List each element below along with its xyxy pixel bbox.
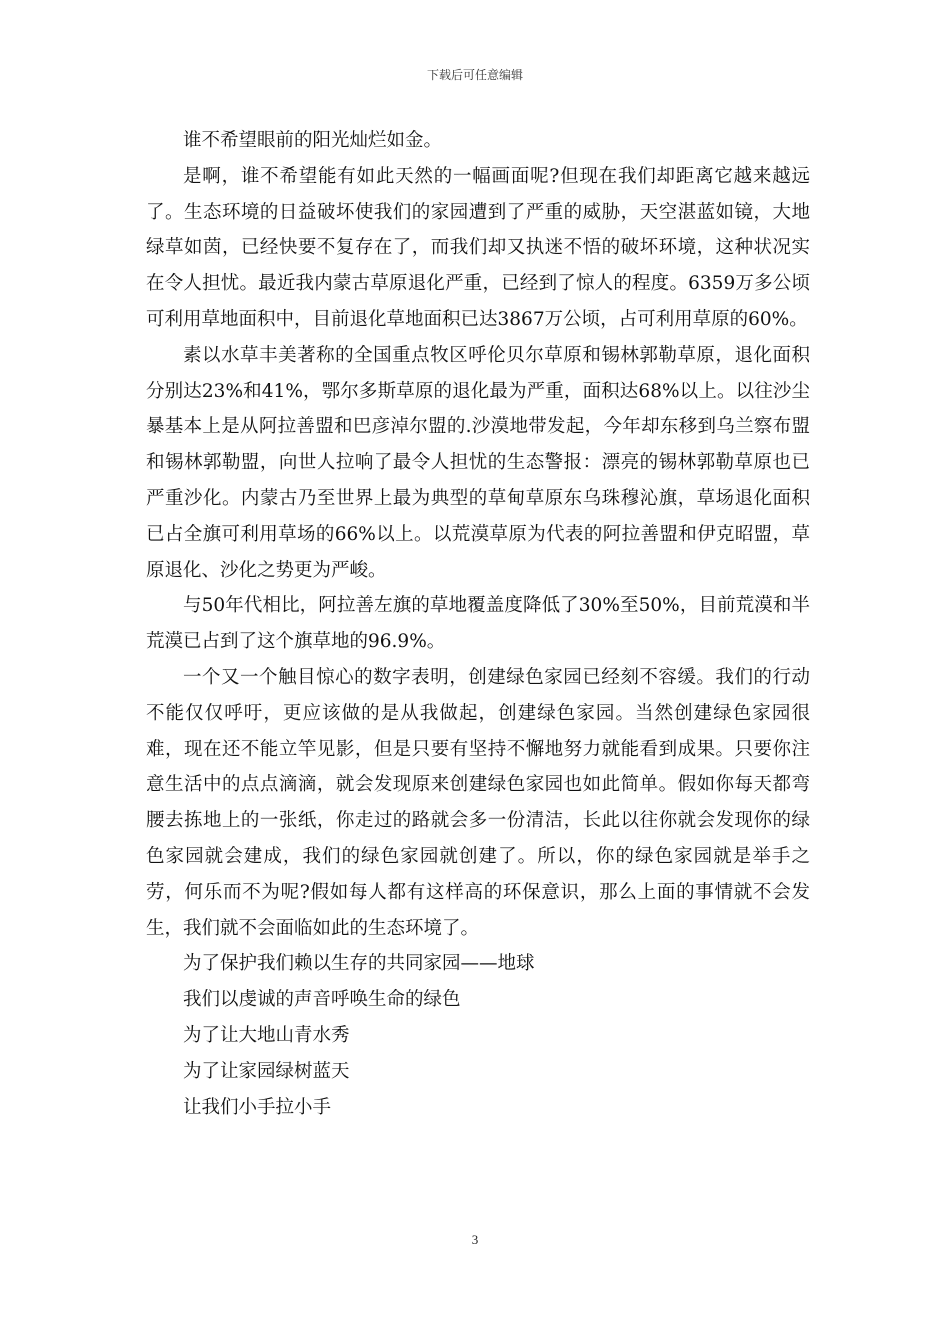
page-header: 下载后可任意编辑 [426, 68, 523, 82]
poem-line: 为了保护我们赖以生存的共同家园——地球 [183, 953, 535, 975]
paragraph: 谁不希望眼前的阳光灿烂如金。 [183, 130, 443, 151]
document-body [146, 123, 810, 1125]
paragraph: 一个又一个触目惊心的数字表明，创建绿色家园已经刻不容缓。我们的行动不能仅仅呼吁，更应该做的是从我做起，创建绿色家园。当然创建绿色家园很难，现在还不能立竿见影，但是只要有坚持不懈地努力就能看到成果。只要你注意生活中的点点滴滴，就会发现原来创建绿色家园也如此简单。假如你每天都弯腰去拣地上的一张纸，你走过的路就会多一份清洁，长此以往你就会发现你的绿色家园就会建成，我们的绿色家园就创建了。所以，你的绿色家园就是举手之劳，何乐而不为呢?假如每人都有这样高的环保意识，那么上面的事情就不会发生，我们就不会面临如此的生态环境了。 [146, 666, 810, 939]
paragraph: 素以水草丰美著称的全国重点牧区呼伦贝尔草原和锡林郭勒草原，退化面积分别达23%和41%，鄂尔多斯草原的退化最为严重，面积达68%以上。以往沙尘暴基本上是从阿拉善盟和巴彦淖尔盟的.沙漠地带发起，今年却东移到乌兰察布盟和锡林郭勒盟，向世人拉响了最令人担忧的生态警报：漂亮的锡林郭勒草原也已严重沙化。内蒙古乃至世界上最为典型的草甸草原东乌珠穆沁旗，草场退化面积已占全旗可利用草场的66%以上。以荒漠草原为代表的阿拉善盟和伊克昭盟，草原退化、沙化之势更为严峻。 [146, 344, 810, 581]
paragraph: 是啊，谁不希望能有如此天然的一幅画面呢?但现在我们却距离它越来越远了。生态环境的日益破坏使我们的家园遭到了严重的威胁，天空湛蓝如镜，大地绿草如茵，已经快要不复存在了，而我们却又执迷不悟的破坏环境，这种状况实在令人担忧。最近我内蒙古草原退化严重，已经到了惊人的程度。6359万多公顷可利用草地面积中，目前退化草地面积已达3867万公顷，占可利用草原的60%。 [146, 165, 810, 330]
poem-line: 为了让家园绿树蓝天 [183, 1060, 350, 1082]
paragraph: 与50年代相比，阿拉善左旗的草地覆盖度降低了30%至50%，目前荒漠和半荒漠已占到了这个旗草地的96.9%。 [146, 595, 810, 653]
poem-line: 为了让大地山青水秀 [183, 1024, 350, 1046]
page-number: 3 [471, 1232, 479, 1247]
poem-line: 我们以虔诚的声音呼唤生命的绿色 [183, 989, 461, 1011]
poem-line: 让我们小手拉小手 [183, 1096, 332, 1118]
